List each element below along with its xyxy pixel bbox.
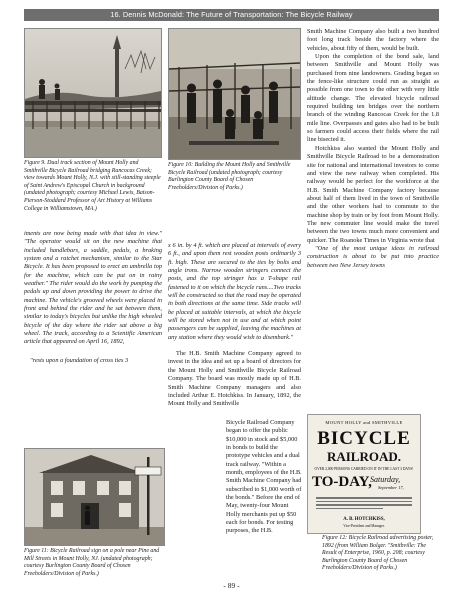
construction-photo-graphic [169,29,300,159]
poster-line-1: MOUNT HOLLY and SMITHVILLE [325,420,403,425]
col1-quote: "rests upon a foundation of cross ties 3 [30,356,129,364]
poster-line-8: A. B. HOTCHKISS, [343,517,385,522]
poster-line-6: Saturday, [370,475,401,484]
poster-line-5: TO-DAY, [312,474,372,490]
column-2-text-narrow [226,419,302,536]
col3-paragraph-3: Hotchkiss also wanted the Mount Holly and Smithville Bicycle Railroad to be a demonstration site for national and international investors to come and view the new railway when completed. His railway would be perfect for the workforce at the H.B. Smith Machine Company factory because about half of them lived in the town of Smithville and the other workers had to commute to the machine shop by train or by foot from Mount Holly. The new commuter line would make the travel between the two towns much more convenient and quicker. The Roanoke Times in Virginia wrote that [307,144,439,244]
col3-quote: "One of the most unique ideas in railroad construction is about to be put into practice between two New Jersey towns [307,244,439,269]
col1-paragraph: iments are now being made with that idea in view." "The operator would sit on the new machine that included handlebars, a saddle, pedals, a braking system and a ratchet mechanism, similar to the Star Bicycle. It has been proposed to erect an umbrella top for the machine, which can be put on in rainy weather." The rider would do the work by pumping the pedals up and down providing the power to drive the machine. The vehicle's grooved wheels were placed in front and behind the rider and he sat between them, similar to today's bicycles but unlike the high wheeled bicycle of the day where the rider sat above a big wheel. The track, according to a Scientific American article that appeared on April 16, 1892, [24,230,162,346]
figure-10-caption: Figure 10: Building the Mount Holly and Smithville Bicycle Railroad (undated photograph; courtesy Burlington County Board of Chosen Freeholders/Division of Parks.) [168,162,291,191]
figure-11-photo [24,448,165,546]
poster-line-3: RAILROAD. [326,449,402,464]
figure-10-photo [168,28,301,160]
figure-12-poster [307,414,421,534]
column-2-text [168,242,301,409]
figure-9-photo [24,28,162,158]
col2-paragraph-1: x 6 in. by 4 ft. which are placed at intervals of every 6 ft., and upon them rest wooden posts ordinarily 3 ft. high. These are secured to the ties by bolts and angle irons. Narrow wooden stringers connect the posts, and the top stringer has a T-shape rail fastened to it on which the bicycle runs....Two tracks will be constructed so that the road may be operated in both directions at the same time. Side tracks will be placed at suitable intervals, at which the bicycle will be stored when not in use and at which point passengers can be supplied, leaving the machines at any station where they would wish to disembark." [168,242,301,341]
figure-11-caption: Figure 11: Bicycle Railroad sign on a pole near Pine and Mill Streets in Mount Holly, NJ. (undated photograph; courtesy Burlington County Board of Chosen Freeholders/Division of Parks.) [24,548,160,577]
poster-line-4: OVER 2,000 PERSONS CARRIED ON IT IN THE LAST 3 DAYS! [314,467,414,471]
poster-line-7: September 17, [378,485,404,490]
poster-line-9: Vice-President and Manager. [343,524,385,528]
poster-fine-print [316,495,412,515]
running-header: 16. Dennis McDonald: The Future of Transportation: The Bicycle Railway [24,9,439,21]
page-number: - 89 - [223,581,240,590]
col2-paragraph-3: Bicycle Railroad Company began to offer the public $10,000 in stock and $5,000 in bonds to build the prototype vehicles and a dual track railway. "Within a month, employees of the H.B. Smith Machine Company had subscribed to $1,000 worth of the bonds." Before the end of May, twenty-four Mount Holly merchants put up $50 each for bonds. For testing purposes, the H.B. [226,419,302,535]
col3-paragraph-2: Upon the completion of the bond sale, land between Smithville and Mount Holly was purchased from nine landowners. Grading began so the fence-like structure could run as straight as possible from one town to the other with very little altitude change. The elevated bicycle railroad required building ten bridges over the northern branch of the winding Rancocas Creek for the 1.8 mile line. Overpasses and gates also had to be built so farmers could access their fields where the rail line bisected it. [307,53,439,144]
col2-paragraph-2: The H.B. Smith Machine Company agreed to invest in the idea and set up a board of directors for the Mount Holly and Smithville Bicycle Railroad Company. The board was mostly made up of H.B. Smith Machine Company managers and also included Arthur E. Hotchkiss. In January, 1892, the Mount Holly and Smithville [168,350,301,408]
building-photo-graphic [25,449,164,545]
column-3-text [307,28,439,270]
col3-paragraph-1: Smith Machine Company also built a two hundred foot long track beside the factory where the vehicles, about fifty of them, would be built. [307,28,439,52]
bridge-photo-graphic [25,29,161,157]
figure-9-caption: Figure 9. Dual track section of Mount Holly and Smithville Bicycle Railroad bridging Rancocas Creek; view towards Mount Holly, N.J. with still-standing steeple of Saint Andrew's Episcopal Church in background (undated photograph; courtesy Michael Lewis, Baison-Pierson-Stoddard Professor of Art History at Williams College in Williamstown, MA.) [24,160,161,212]
poster-line-2: BICYCLE [317,428,411,449]
figure-12-caption: Figure 12: Bicycle Railroad advertising poster, 1892 (from William Bolger. "Smithville: The Result of Enterprise, 1960, p. 208; courtesy Burlington County Board of Chosen Freeholders/Division of Parks.) [322,535,434,572]
column-1-text [24,230,162,365]
